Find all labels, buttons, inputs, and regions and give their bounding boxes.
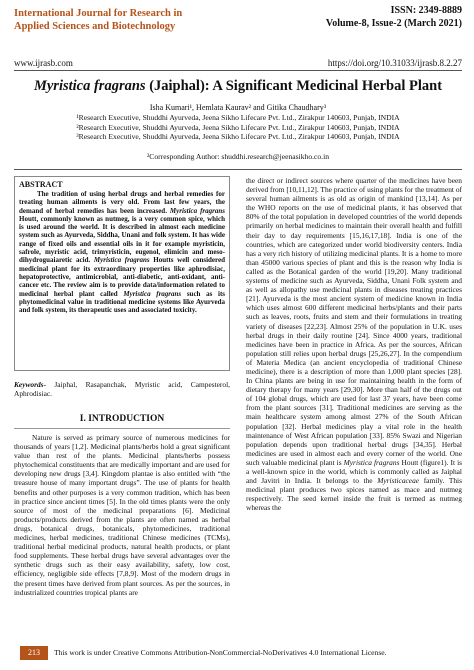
affiliation-3: ³Research Executive, Shuddhi Ayurveda, Jeena Sikho Lifecare Pvt. Ltd., Zirakpur 140603, Punjab, INDIA (76, 132, 400, 141)
abstract-segment: such as its phytomedicinal value in traditional medicine systems like Ayurveda and folk system, its therapeutic uses and associated toxicity. (19, 289, 226, 315)
issn-block (262, 4, 462, 30)
license-notice: This work is under Creative Commons Attribution-NonCommercial-NoDerivatives 4.0 International License. (54, 648, 387, 657)
section-divider (14, 428, 230, 429)
abstract-heading: ABSTRACT (19, 180, 63, 189)
page-number: 213 (20, 646, 48, 660)
body-species-name: Myristica fragrans (343, 457, 400, 467)
abstract-species-name: Myristica fragrans (169, 206, 225, 215)
keywords-label: Keywords- (14, 380, 47, 389)
right-column (246, 176, 462, 512)
corresponding-author: ²Corresponding Author: shuddhi.research@jeenasikho.co.in (147, 152, 329, 161)
affiliation-1: ¹Research Executive, Shuddhi Ayurveda, Jeena Sikho Lifecare Pvt. Ltd., Zirakpur 140603, Punjab, INDIA (76, 113, 400, 122)
affiliation-2: ²Research Executive, Shuddhi Ayurveda, Jeena Sikho Lifecare Pvt. Ltd., Zirakpur 140603, Punjab, INDIA (76, 122, 400, 132)
journal-name (14, 7, 264, 33)
issn: ISSN: 2349-8889 (390, 5, 462, 16)
abstract-text (19, 190, 225, 314)
paper-title (14, 78, 462, 95)
author-list: Isha Kumari¹, Hemlata Kaurav² and Gitika Chaudhary³ (149, 103, 327, 112)
abstract-segment: The tradition of using herbal drugs and herbal remedies for treating human ailments is very old. From last few years, the demand of herbal remedies has been increased. (19, 190, 225, 215)
right-column-text (246, 176, 462, 512)
doi-link[interactable]: https://doi.org/10.31033/ijrasb.8.2.27 (327, 58, 462, 68)
body-segment: the direct or indirect sources where quarter of the medicines have been derived from [10,11,12]. The practice of using plants for the treatment of several human ailments is as old as origin of mankind [13,14]. As per the WHO reports on the use of medicinal plants, it has observed that 80% of the total population in developed countries of the world depends primarily on herbal medicines to maintain their overall health and fulfill their day to day requirements [15,16,17,18]. India is one of the countries, which are categorized under world biodiversity centers. India has a very rich history of utilizing medicinal plants. It is a home to more than 45000 various species of plant and this is the reason why India is called as the Botanical garden of the world [19,20]. Many traditional systems of medicine such as Ayurveda, Siddha, Unani Folk system and as well as allopathy use medicinal plants in diseases treating practices [21]. Ayurveda is the most ancient system of medicine known in India which uses almost 600 different medicinal herbs/plants and their parts such as leaves, roots, fruits and stem and their formulations in treating variety of diseases [22,23]. Almost 25% of the population in U.K. uses herbal drugs in their daily routine [24]. Since 4000 years, traditional medicines have been in practice in Africa. As per the sources, African population still relies upon herbal drugs [25,26,27]. In the compendium of Materia Medica (an ancient encyclopedia of traditional Chinese medicine), there is a description of more than 1,000 plant species [28]. In China plants are being in use for maintaining health in the form of dietary therapy for many years [29,30]. More than half of the drugs out of 104 global drugs, which are used for last 37 years, have been come from the plant sources [31]. Traditional medicines are serving as the main healthcare system among almost 27% of the South African population [32]. Herbal medicines play a vital role in the health maintenance of West African population [33]. 85% Swazi and Nigerian population depends upon traditional herbal drugs [34,35]. Herbal medicines are used in almost each and every corner of the world. One such valuable medicinal plant is (246, 176, 462, 467)
journal-name-line1: International Journal for Research in (14, 8, 183, 19)
keywords-text: Jaiphal, Rasapanchak, Myristic acid, Campesterol, Aphrodisiac. (14, 380, 230, 398)
abstract-species-name: Myristica fragrans (93, 256, 150, 265)
section-heading-introduction: I. INTRODUCTION (79, 414, 165, 424)
header-divider (14, 70, 462, 71)
body-family-name: Myristicaceae (377, 476, 420, 486)
paper-title-italic: Myristica fragrans (33, 78, 146, 94)
abstract-segment: Houtts well considered medicinal plant for its extraordinary properties like aphrodisiac, hepatoprotective, antimicrobial, anti-diabetic, anti-oxidant, anti-cancer etc. The review aim is to provide data/information related to medicinal herbal plant called (19, 256, 225, 298)
journal-url[interactable]: www.ijrasb.com (14, 58, 73, 68)
introduction-text: Nature is served as primary source of numerous medicines for thousands of years [1,2]. Medicinal plants/herbs hold a great significant value than rest of the plants. Medicinal plants/herbs possess phytochemical constituents that are medically important and are used for developing new drugs [3,4]. Kingdom plantae is also entitled with “the treasure house of many important drugs”. The use of plants for health benefits and other purposes is a very common tradition, which has been in practice since ancient times [5]. In the old times plants were the only source of most of the medicinal preparations [6]. Medicinal products/products derived from the plants are often named as herbal drugs, botanical drugs, botanicals, phytomedicines, traditional medicines, herbal medicines, traditional Chinese medicines (TCMs), traditional herbal medicinal products, natural health products, or plant food supplements. These herbal drugs have several advantages over the synthetic drugs such as their easy availability, safety, low cost, efficiency, negligible side effects [7,8,9]. Most of the modern drugs in the present times have derived from plant sources. As per the sources, in industrialized countries tropical plants are (14, 433, 230, 597)
abstract-box (14, 176, 230, 371)
abstract-species-name: Myristica fragrans (123, 289, 182, 298)
page-footer (0, 646, 474, 660)
journal-name-line2: Applied Sciences and Biotechnology (14, 21, 176, 32)
affiliations (14, 113, 462, 142)
body-segment: Houtt (figure1). It is a well-known spice in the world, which is commonly called as Jaiphal and Javitri in India. It belongs to the (246, 457, 462, 486)
abstract-segment: Houtt, commonly known as nutmeg, is a very common spice, which is used around the world. It is described in almost each medicine system such as Ayurveda, Siddha, Unani and folk system. It has wide range of fixed oils and essential oils in it for example myristicin, safrole, myristic acid, trimyristicin, eugenol, elimicin and meso-dihydroguaiaretic acid. (19, 214, 225, 265)
keywords (14, 380, 230, 398)
body-segment: family. This medicinal plant produces two spices named as mace and nutmeg respectively. The seed kernel inside the fruit is termed as nutmeg whereas the (246, 476, 462, 513)
title-divider (14, 169, 462, 170)
volume-issue: Volume-8, Issue-2 (March 2021) (325, 18, 462, 29)
journal-header (0, 0, 474, 56)
paper-title-rest: (Jaiphal): A Significant Medicinal Herbal Plant (145, 78, 443, 94)
